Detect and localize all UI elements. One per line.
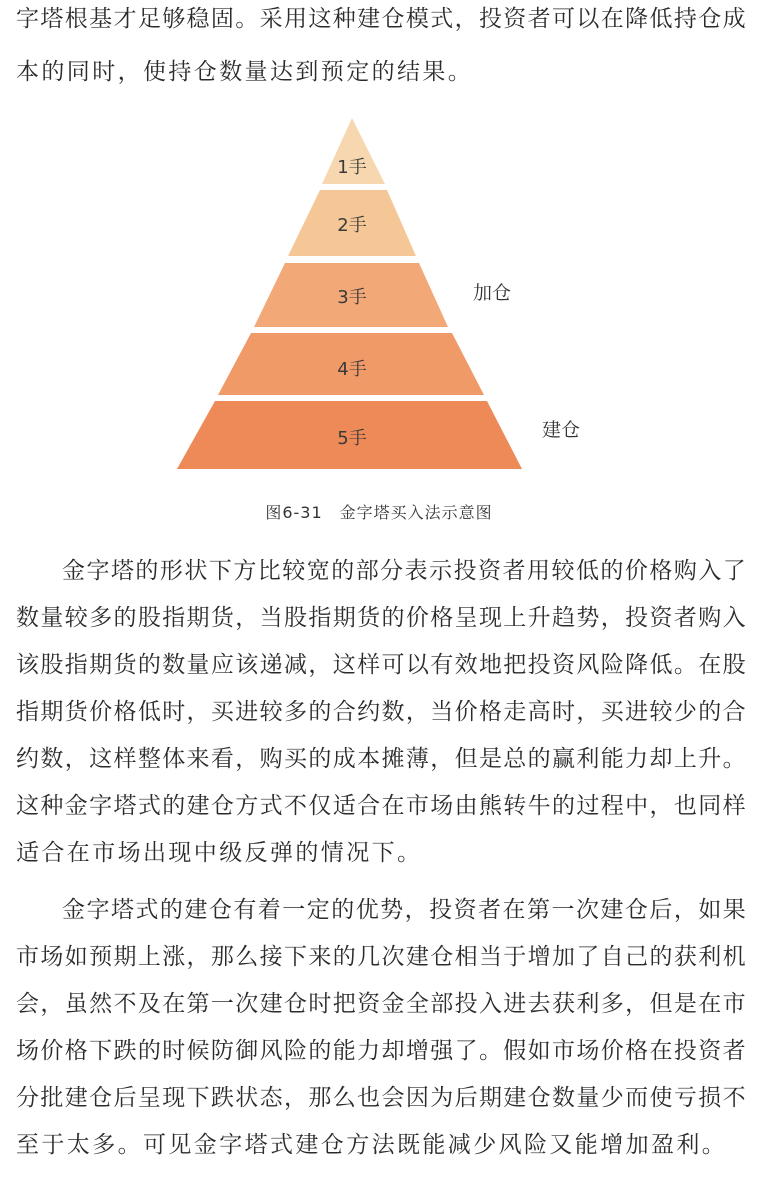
text-line: 金字塔式的建仓有着一定的优势，投资者在第一次建仓后，如果 <box>62 897 748 923</box>
text-line: 本的同时，使持仓数量达到预定的结果。 <box>16 59 474 85</box>
pyramid-label-5: 5手 <box>337 428 367 449</box>
text-line: 这种金字塔式的建仓方式不仅适合在市场由熊转牛的过程中，也同样 <box>16 793 747 819</box>
text-line: 分批建仓后呈现下跌状态，那么也会因为后期建仓数量少而使亏损不 <box>16 1085 747 1111</box>
pyramid-label-1: 1手 <box>337 157 367 178</box>
pyramid-label-3: 3手 <box>337 287 367 308</box>
text-line: 市场如预期上涨，那么接下来的几次建仓相当于增加了自己的获利机 <box>16 944 747 970</box>
add-position-label: 加仓 <box>473 282 512 304</box>
text-line: 会，虽然不及在第一次建仓时把资金全部投入进去获利多，但是在市 <box>16 991 747 1017</box>
text-line: 该股指期货的数量应该递减，这样可以有效地把投资风险降低。在股 <box>16 652 747 678</box>
pyramid-diagram <box>0 100 758 540</box>
figure-caption: 图6-31 金字塔买入法示意图 <box>265 503 493 522</box>
pyramid-label-2: 2手 <box>337 215 367 236</box>
text-line: 约数，这样整体来看，购买的成本摊薄，但是总的赢利能力却上升。 <box>16 746 747 772</box>
text-line: 金字塔的形状下方比较宽的部分表示投资者用较低的价格购入了 <box>62 558 748 584</box>
text-line: 场价格下跌的时候防御风险的能力却增强了。假如市场价格在投资者 <box>16 1038 747 1064</box>
text-line: 字塔根基才足够稳固。采用这种建仓模式，投资者可以在降低持仓成 <box>16 6 747 32</box>
pyramid-figure <box>0 100 758 540</box>
text-line: 至于太多。可见金字塔式建仓方法既能减少风险又能增加盈利。 <box>16 1132 728 1158</box>
pyramid-label-4: 4手 <box>337 359 367 380</box>
text-line: 数量较多的股指期货，当股指期货的价格呈现上升趋势，投资者购入 <box>16 605 747 631</box>
text-line: 指期货价格低时，买进较多的合约数，当价格走高时，买进较少的合 <box>16 699 747 725</box>
build-position-label: 建仓 <box>542 419 581 441</box>
text-line: 适合在市场出现中级反弹的情况下。 <box>16 840 423 866</box>
